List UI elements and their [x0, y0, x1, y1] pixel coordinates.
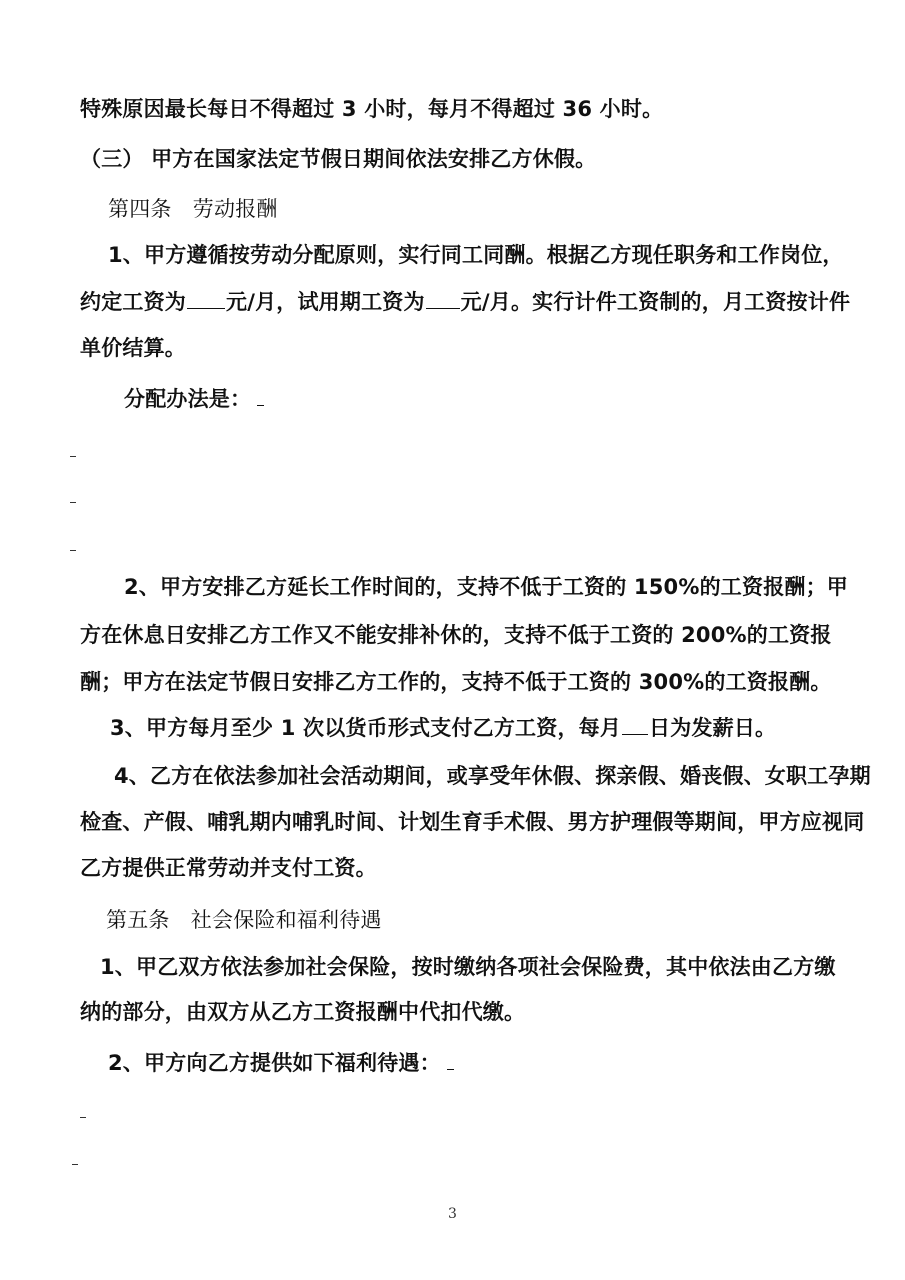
line-text: 元/月。实行计件工资制的，月工资按计件 [460, 290, 851, 314]
line-text: 日为发薪日。 [649, 716, 777, 740]
blank-line-mark [72, 1164, 78, 1165]
line-text: 2、甲方向乙方提供如下福利待遇： [108, 1051, 441, 1075]
fill-in-blank [426, 286, 460, 309]
paragraph-line: 单价结算。 [80, 336, 186, 360]
fill-in-blank [187, 286, 225, 309]
paragraph-line: 4、乙方在依法参加社会活动期间，或享受年休假、探亲假、婚丧假、女职工孕期 [114, 764, 871, 788]
fill-in-blank [447, 1047, 454, 1070]
line-text: 3、甲方每月至少 1 次以货币形式支付乙方工资，每月 [110, 716, 622, 740]
paragraph-line: 2、甲方安排乙方延长工作时间的，支持不低于工资的 150%的工资报酬；甲 [124, 575, 848, 599]
line-text: 分配办法是： [124, 387, 252, 411]
section-heading-article-5: 第五条 社会保险和福利待遇 [106, 908, 382, 932]
paragraph-line [124, 383, 265, 414]
line-text: 约定工资为 [80, 290, 186, 314]
paragraph-line: 方在休息日安排乙方工作又不能安排补休的，支持不低于工资的 200%的工资报 [80, 623, 832, 647]
paragraph-line: 1、甲乙双方依法参加社会保险，按时缴纳各项社会保险费，其中依法由乙方缴 [100, 955, 836, 979]
blank-line-mark [70, 456, 76, 457]
line-text: 元/月，试用期工资为 [226, 290, 425, 314]
paragraph-line: 乙方提供正常劳动并支付工资。 [80, 856, 377, 880]
fill-in-blank [257, 383, 264, 406]
blank-line-mark [70, 502, 76, 503]
blank-line-mark [70, 550, 76, 551]
paragraph-line: 纳的部分，由双方从乙方工资报酬中代扣代缴。 [80, 1000, 526, 1024]
paragraph-line-with-blanks [110, 712, 776, 743]
section-heading-article-4: 第四条 劳动报酬 [108, 197, 278, 221]
page-number: 3 [448, 1206, 457, 1222]
paragraph-line: （三） 甲方在国家法定节假日期间依法安排乙方休假。 [80, 147, 597, 171]
paragraph-line: 检查、产假、哺乳期内哺乳时间、计划生育手术假、男方护理假等期间，甲方应视同 [80, 810, 865, 834]
paragraph-line: 特殊原因最长每日不得超过 3 小时，每月不得超过 36 小时。 [80, 97, 664, 121]
paragraph-line: 1、甲方遵循按劳动分配原则，实行同工同酬。根据乙方现任职务和工作岗位， [108, 243, 844, 267]
paragraph-line [108, 1047, 455, 1078]
paragraph-line: 酬；甲方在法定节假日安排乙方工作的，支持不低于工资的 300%的工资报酬。 [80, 670, 832, 694]
paragraph-line-with-blanks [80, 286, 850, 317]
blank-line-mark [80, 1117, 86, 1118]
fill-in-blank [622, 712, 648, 735]
